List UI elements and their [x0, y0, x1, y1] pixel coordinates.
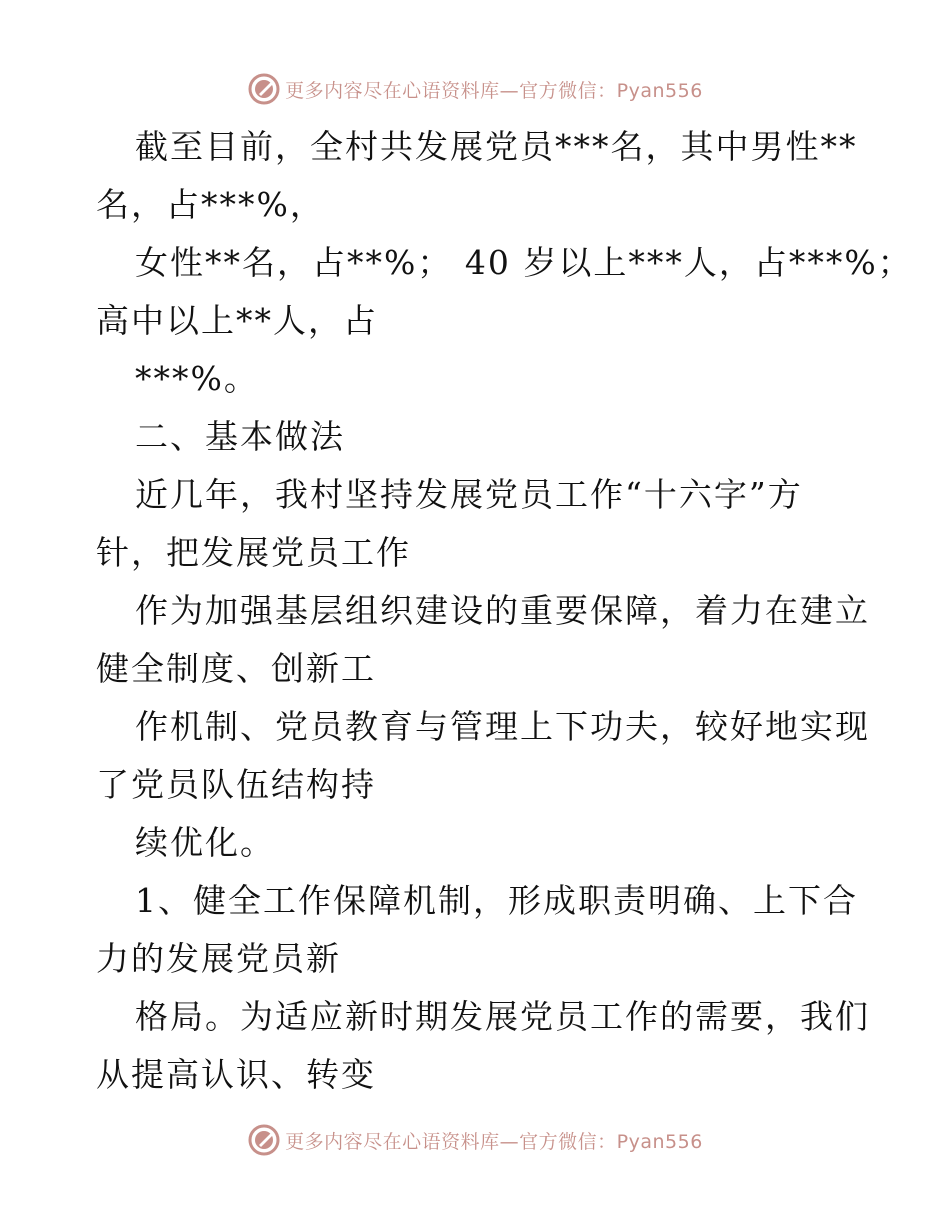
body-line: 了党员队伍结构持 — [96, 765, 376, 804]
footer-watermark — [0, 1120, 950, 1160]
brand-seal-icon — [247, 72, 281, 106]
body-line: 名，占***%， — [96, 185, 325, 224]
header-watermark — [0, 69, 950, 109]
body-line: 格局。为适应新时期发展党员工作的需要，我们 — [135, 997, 870, 1036]
document-body — [96, 118, 913, 1104]
section-heading: 二、基本做法 — [135, 417, 345, 456]
body-line: ***%。 — [135, 359, 259, 398]
footer-watermark-text: 更多内容尽在心语资料库—官方微信：Pyan556 — [285, 1130, 703, 1153]
body-line: 力的发展党员新 — [96, 939, 341, 978]
body-line: 作为加强基层组织建设的重要保障，着力在建立 — [135, 591, 870, 630]
brand-seal-icon — [247, 1123, 281, 1157]
body-line: 高中以上**人，占 — [96, 301, 378, 340]
body-line: 1、健全工作保障机制，形成职责明确、上下合 — [135, 881, 858, 920]
body-line: 从提高认识、转变 — [96, 1055, 376, 1094]
body-line: 作机制、党员教育与管理上下功夫，较好地实现 — [135, 707, 870, 746]
body-line: 健全制度、创新工 — [96, 649, 376, 688]
body-line: 针，把发展党员工作 — [96, 533, 411, 572]
body-line: 近几年，我村坚持发展党员工作“十六字”方 — [135, 475, 803, 514]
body-line: 续优化。 — [135, 823, 275, 862]
body-line: 女性**名，占**%； 40 岁以上***人，占***%； — [135, 243, 913, 282]
body-line: 截至目前，全村共发展党员***名，其中男性** — [135, 127, 858, 166]
header-watermark-text: 更多内容尽在心语资料库—官方微信：Pyan556 — [285, 79, 703, 102]
